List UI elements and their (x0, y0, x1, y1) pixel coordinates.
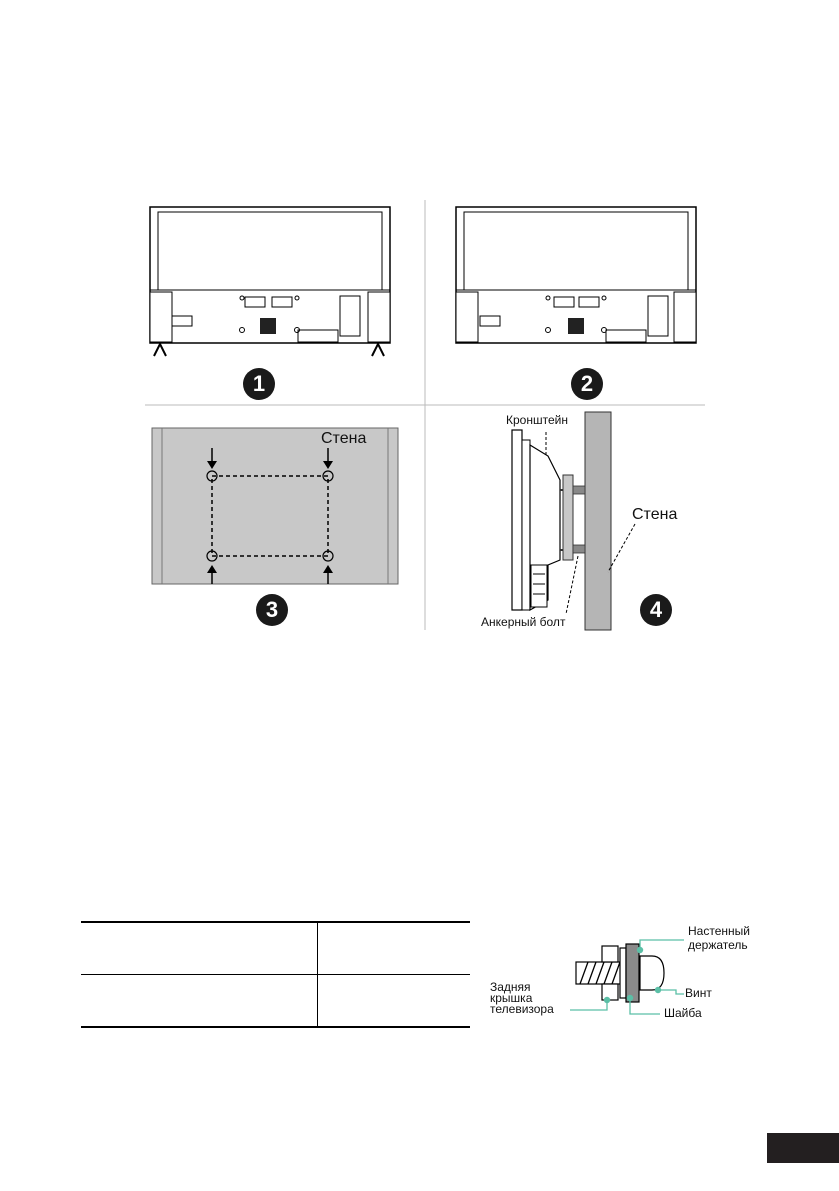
table-cell (318, 975, 471, 1028)
label-wall-step3: Стена (321, 430, 367, 447)
label-back-cover (490, 982, 554, 1015)
page-tab (767, 1133, 839, 1163)
step-number-1: 1 (243, 368, 275, 400)
label-back-cover-line3: телевизора (490, 1002, 554, 1016)
label-anchor-bolt: Анкерный болт (481, 615, 566, 629)
label-screw: Винт (685, 986, 712, 1000)
label-wall-holder-line1: Настенный (688, 924, 750, 938)
step4-tv-side-view (512, 412, 635, 630)
step1-tv-back-with-stand (150, 207, 390, 356)
label-back-cover-line1: Задняя (490, 980, 531, 994)
label-wall-holder-line2: держатель (688, 938, 748, 952)
table-cell (81, 975, 318, 1028)
label-washer: Шайба (664, 1006, 702, 1020)
step-number-3: 3 (256, 594, 288, 626)
label-bracket: Кронштейн (506, 413, 568, 427)
table-row (81, 975, 470, 1028)
label-back-cover-line2: крышка (490, 991, 533, 1005)
table-row (81, 922, 470, 975)
table-cell (81, 922, 318, 975)
label-wall-holder (688, 924, 750, 952)
step2-tv-back-without-stand (456, 207, 696, 343)
label-wall-step4: Стена (632, 506, 678, 523)
step-number-2: 2 (571, 368, 603, 400)
screw-diagram (480, 918, 780, 1028)
spec-table (81, 921, 470, 1028)
step-number-4: 4 (640, 594, 672, 626)
step3-wall-drill-template (152, 428, 398, 584)
table-cell (318, 922, 471, 975)
